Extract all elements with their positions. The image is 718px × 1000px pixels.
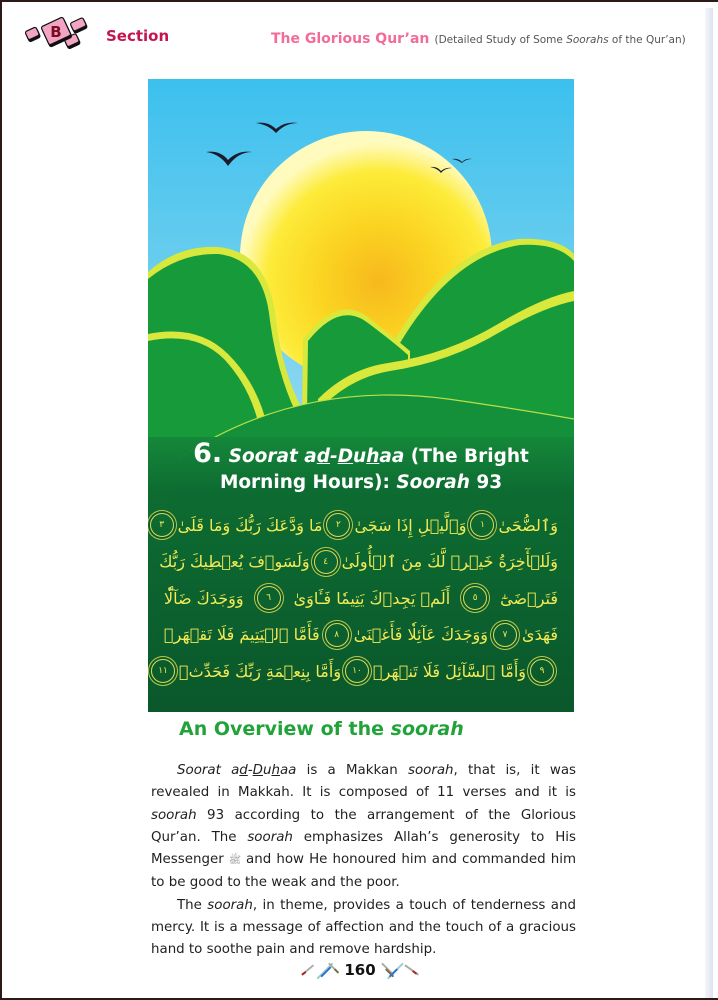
svg-text:B: B [50,23,62,41]
overview-body [151,760,576,962]
verse-number-marker-icon: ٦ [257,586,281,610]
surah-illustration [148,79,574,712]
page-footer [300,958,420,982]
paragraph-2: The soorah, in theme, provides a touch of tenderness and mercy. It is a message of affection and the touch of a gracious hand to soothe pain and remove hardship. [151,897,576,958]
surah-title [148,438,574,496]
pbuh-icon: ﷺ [228,855,241,867]
page-number: 160 [344,961,376,979]
verse-text: فَهَدَىٰ [522,625,558,645]
verse-line [164,580,558,617]
soorah-number: 93 [469,472,503,493]
page-edge-shadow [705,8,713,998]
pen-decoration-left-icon [300,959,340,981]
paragraph-1: Soorat ad-Duhaa is a Makkan soorah, that is, it was revealed in Makkah. It is composed of 11 verses and it is soorah 93 according to the arrangement of the Glorious Qur’an. The soorah emphasizes Allah’s generosity to His Messenger ﷺ and how He honoured him and commanded him to be good to the weak and the poor. [151,763,576,891]
verse-number-marker-icon: ٨ [325,623,349,647]
verse-text: وَٱلَّيۡلِ إِذَا سَجَىٰ [354,515,467,535]
verse-text: وَأَمَّا بِنِعۡمَةِ رَبِّكَ فَحَدِّثۡ [179,661,342,681]
surah-name: Soorat ad-Duhaa [228,446,405,467]
verse-number-marker-icon: ٧ [493,623,517,647]
verse-number-marker-icon: ٢ [326,513,350,537]
book-title: The Glorious Qur’an [271,31,430,47]
running-header [271,28,686,47]
section-logo [24,14,104,54]
pen-decoration-right-icon [380,959,420,981]
verse-text: وَوَجَدَكَ عَآئِلٗا فَأَغۡنَىٰ [353,625,488,645]
overview-heading: An Overview of the soorah [179,718,464,740]
book-subtitle: (Detailed Study of Some Soorahs of the Qur’an) [434,34,686,46]
verse-line [164,617,558,654]
verse-text: أَلَمۡ يَجِدۡكَ يَتِيمٗا فَـَٔاوَىٰ [293,588,451,608]
soorah-word: Soorah [396,472,470,493]
verse-text: وَوَجَدَكَ ضَآلّٗا [164,588,244,608]
verse-number-marker-icon: ١٠ [345,659,369,683]
verse-number-marker-icon: ١ [470,513,494,537]
puzzle-blocks-icon [24,14,104,54]
arabic-verses [158,507,558,690]
verse-number-marker-icon: ٩ [530,659,554,683]
section-label: Section [106,27,170,45]
verse-text: فَتَرۡضَىٰٓ [500,588,558,608]
verse-text: وَٱلضُّحَىٰ [498,515,558,535]
verse-text: وَلَسَوۡفَ يُعۡطِيكَ رَبُّكَ [159,552,310,572]
surah-number: 6. [193,438,223,469]
surah-translation: (The Bright Morning Hours): [219,446,529,493]
verse-text: مَا وَدَّعَكَ رَبُّكَ وَمَا قَلَىٰ [177,515,323,535]
verse-number-marker-icon: ١١ [151,659,175,683]
verse-number-marker-icon: ٣ [150,513,174,537]
verse-number-marker-icon: ٤ [314,550,338,574]
verse-text: فَأَمَّا ٱلۡيَتِيمَ فَلَا تَقۡهَرۡ [164,625,320,645]
verse-text: وَلَلۡأٓخِرَةُ خَيۡرٞ لَّكَ مِنَ ٱلۡأُولَىٰ [341,552,558,572]
verse-line [159,544,558,581]
verse-line [158,653,558,690]
verse-text: وَأَمَّا ٱلسَّآئِلَ فَلَا تَنۡهَرۡ [373,661,526,681]
verse-line [159,507,558,544]
verse-number-marker-icon: ٥ [463,586,487,610]
